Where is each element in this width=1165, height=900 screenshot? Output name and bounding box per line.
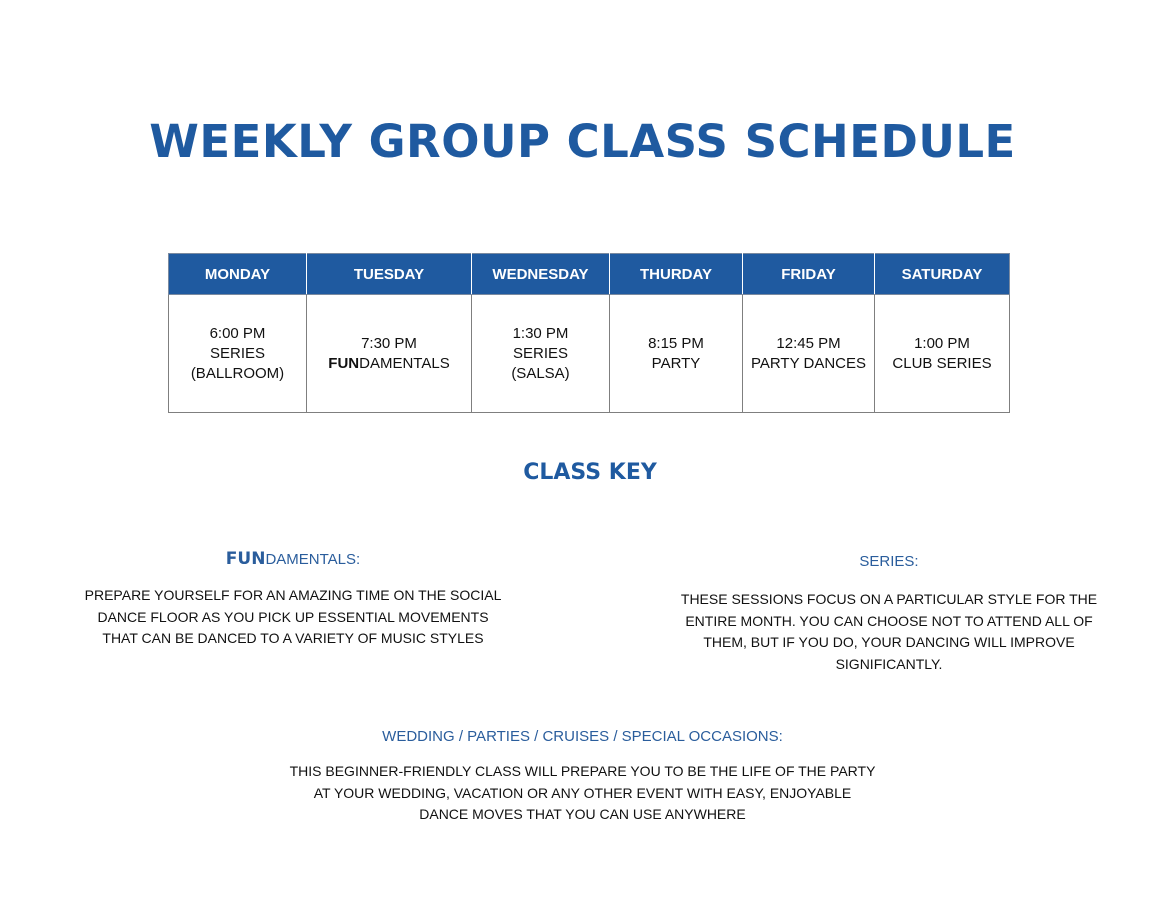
key-wedding-title: WEDDING / PARTIES / CRUISES / SPECIAL OCCASIONS: <box>382 728 783 745</box>
class-name: PARTY DANCES <box>750 354 867 372</box>
key-fundamentals-title <box>63 549 523 569</box>
key-series-title: SERIES: <box>859 553 919 570</box>
description-line: THEM, BUT IF YOU DO, YOUR DANCING WILL IMPROVE <box>703 634 1075 650</box>
day-header-wednesday: WEDNESDAY <box>472 254 610 295</box>
class-time: 8:15 PM <box>648 334 704 352</box>
class-style: (SALSA) <box>511 364 570 382</box>
day-header-thursday: THURDAY <box>610 254 743 295</box>
class-time: 1:00 PM <box>914 334 970 352</box>
key-wedding-description <box>230 761 935 826</box>
description-line: ENTIRE MONTH. YOU CAN CHOOSE NOT TO ATTEND ALL OF <box>685 612 1093 629</box>
class-cell-thursday <box>610 295 743 413</box>
schedule-header-row <box>169 254 1010 295</box>
class-name: SERIES <box>209 344 266 362</box>
class-cell-saturday <box>875 295 1010 413</box>
class-time: 6:00 PM <box>209 324 266 342</box>
day-header-tuesday: TUESDAY <box>307 254 472 295</box>
description-line: THIS BEGINNER-FRIENDLY CLASS WILL PREPARE YOU TO BE THE LIFE OF THE PARTY <box>289 763 876 779</box>
description-line: DANCE FLOOR AS YOU PICK UP ESSENTIAL MOVEMENTS <box>97 608 489 625</box>
class-cell-tuesday <box>307 295 472 413</box>
class-name: PARTY <box>651 354 701 372</box>
class-time: 7:30 PM <box>361 334 417 352</box>
class-cell-wednesday <box>472 295 610 413</box>
day-header-saturday: SATURDAY <box>875 254 1010 295</box>
class-name-emphasis: FUN <box>328 354 360 372</box>
class-style: (BALLROOM) <box>190 364 285 382</box>
day-header-monday: MONDAY <box>169 254 307 295</box>
class-name: SERIES <box>512 344 569 362</box>
class-cell-friday <box>743 295 875 413</box>
key-fundamentals-title-emphasis: FUN <box>225 549 266 569</box>
description-line: AT YOUR WEDDING, VACATION OR ANY OTHER EVENT WITH EASY, ENJOYABLE <box>313 784 852 801</box>
class-time: 12:45 PM <box>776 334 841 352</box>
description-line: DANCE MOVES THAT YOU CAN USE ANYWHERE <box>419 806 746 822</box>
schedule-table <box>168 253 1010 413</box>
page-title: WEEKLY GROUP CLASS SCHEDULE <box>149 115 1016 168</box>
class-name-rest: DAMENTALS <box>359 354 450 372</box>
key-series <box>664 553 1114 675</box>
key-fundamentals <box>63 549 523 650</box>
description-line: SIGNIFICANTLY. <box>835 655 943 672</box>
schedule-class-row <box>169 295 1010 413</box>
class-cell-monday <box>169 295 307 413</box>
description-line: PREPARE YOURSELF FOR AN AMAZING TIME ON THE SOCIAL <box>84 587 502 603</box>
class-name <box>307 354 471 374</box>
key-series-description <box>664 589 1114 675</box>
class-time: 1:30 PM <box>512 324 569 342</box>
description-line: THESE SESSIONS FOCUS ON A PARTICULAR STYLE FOR THE <box>680 591 1098 607</box>
class-key-heading: CLASS KEY <box>523 460 657 485</box>
key-wedding <box>230 728 935 826</box>
description-line: THAT CAN BE DANCED TO A VARIETY OF MUSIC STYLES <box>102 630 484 646</box>
class-name: CLUB SERIES <box>892 354 992 372</box>
day-header-friday: FRIDAY <box>743 254 875 295</box>
key-fundamentals-title-rest: DAMENTALS: <box>265 551 361 568</box>
key-fundamentals-description <box>63 585 523 650</box>
